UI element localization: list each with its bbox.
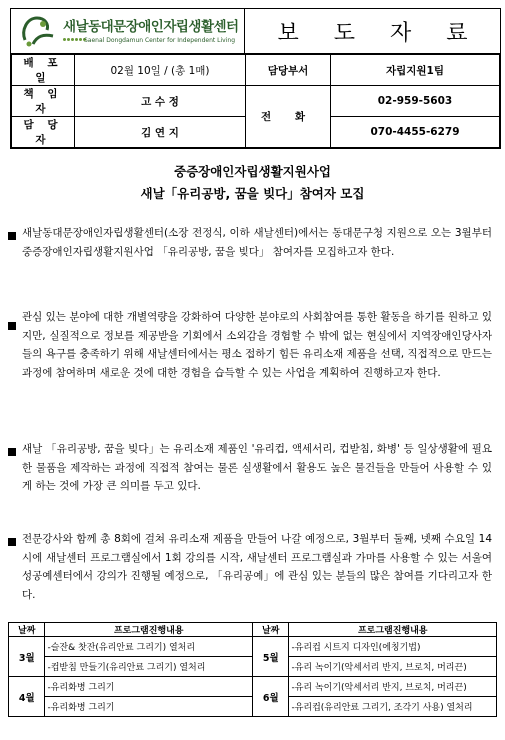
col-content: 프로그램진행내용 <box>45 623 253 637</box>
info-value: 자립지원1팀 <box>331 55 500 86</box>
bullet-icon <box>8 538 16 546</box>
logo-icon <box>19 14 59 48</box>
program-item: -유리컵 시트지 디자인(에칭기법) <box>289 637 497 657</box>
program-table <box>8 622 497 717</box>
info-value: 02-959-5603 <box>331 86 500 117</box>
info-key: 책 임 자 <box>12 86 75 117</box>
info-value: 02월 10일 / (총 1매) <box>75 55 246 86</box>
headline-line1: 중증장애인자립생활지원사업 <box>174 164 331 179</box>
info-key: 담당부서 <box>246 55 331 86</box>
program-item: -유리화병 그리기 <box>45 697 253 717</box>
bullet-icon <box>8 322 16 330</box>
org-subtitle: Saenal Dongdamun Center for Independent Living <box>84 37 236 44</box>
info-key: 배 포 일 <box>12 55 75 86</box>
info-value: 고 수 정 <box>75 86 246 117</box>
logo-area <box>11 9 245 53</box>
month-cell: 6월 <box>252 677 288 717</box>
month-cell: 5월 <box>252 637 288 677</box>
headline-line2: 새날「유리공방, 꿈을 빚다」참여자 모집 <box>140 186 365 201</box>
program-item: -슬잔& 찻잔(유리안료 그리기) 열처리 <box>45 637 253 657</box>
info-value: 070-4455-6279 <box>331 117 500 148</box>
col-month: 날짜 <box>252 623 288 637</box>
paragraph-1: 새날동대문장애인자립생활센터(소장 전정식, 이하 새날센터)에서는 동대문구청 지원으로 오는 3월부터 중증장애인자립생활지원사업 「유리공방, 꿈을 빚다」 참여자를 모집하고자 한다. <box>22 227 492 258</box>
org-name: 새날동대문장애인자립생활센터 <box>63 19 239 35</box>
program-item: -유리화병 그리기 <box>45 677 253 697</box>
bullet-icon <box>8 448 16 456</box>
program-item: -유리 녹이기(악세서리 반지, 브로치, 머리끈) <box>289 677 497 697</box>
info-value: 김 연 지 <box>75 117 246 148</box>
doc-title: 보 도 자 료 <box>277 20 482 46</box>
bullet-icon <box>8 232 16 240</box>
program-item: -컵받침 만들기(유리안료 그리기) 열처리 <box>45 657 253 677</box>
logo-dots <box>63 38 86 41</box>
info-key: 전 화 <box>246 86 331 148</box>
paragraph-2: 관심 있는 분야에 대한 개별역량을 강화하여 다양한 분야로의 사회참여를 통한 활동을 하기를 원하고 있지만, 실질적으로 정보를 제공받을 기회에서 소외감을 경험할 수 밖에 없는 현실에서 지역장애인당사자들의 욕구를 충족하기 위해 새날센터에서는 평소 접하기 힘든 유리소재 제품을 선택, 직접적으로 만드는 과정에 참여하며 새로운 것에 대한 경험을 습득할 수 있는 사업을 계획하여 진행하고자 한다. <box>22 311 492 379</box>
paragraph-3: 새날 「유리공방, 꿈을 빚다」는 유리소재 제품인 '유리컵, 액세서리, 컵받침, 화병' 등 일상생활에 필요한 물품을 제작하는 과정에 직접적 참여는 물론 실생활에서 활용도 높은 물건들을 만들어 사용할 수 있게 하는 것에 가장 큰 의미를 두고 있다. <box>22 443 492 493</box>
program-item: -유리 녹이기(악세서리 반지, 브로치, 머리끈) <box>289 657 497 677</box>
info-table <box>11 55 500 148</box>
col-content: 프로그램진행내용 <box>289 623 497 637</box>
header-block <box>10 8 501 149</box>
program-item: -유리컵(유리안료 그리기, 조각기 사용) 열처리 <box>289 697 497 717</box>
paragraph-4: 전문강사와 함께 총 8회에 걸쳐 유리소재 제품을 만들어 나갈 예정으로, 3월부터 둘째, 넷째 수요일 14시에 새날센터 프로그램실에서 1회 강의를 시작, 새날센터 프로그램실과 가마를 사용할 수 있는 서울여성공예센터에서 강의가 진행될 예정으로, 「유리공예」에 관심 있는 분들의 많은 참여를 기다리고자 한다. <box>22 533 492 601</box>
month-cell: 4월 <box>9 677 45 717</box>
col-month: 날짜 <box>9 623 45 637</box>
info-key: 담 당 자 <box>12 117 75 148</box>
month-cell: 3월 <box>9 637 45 677</box>
